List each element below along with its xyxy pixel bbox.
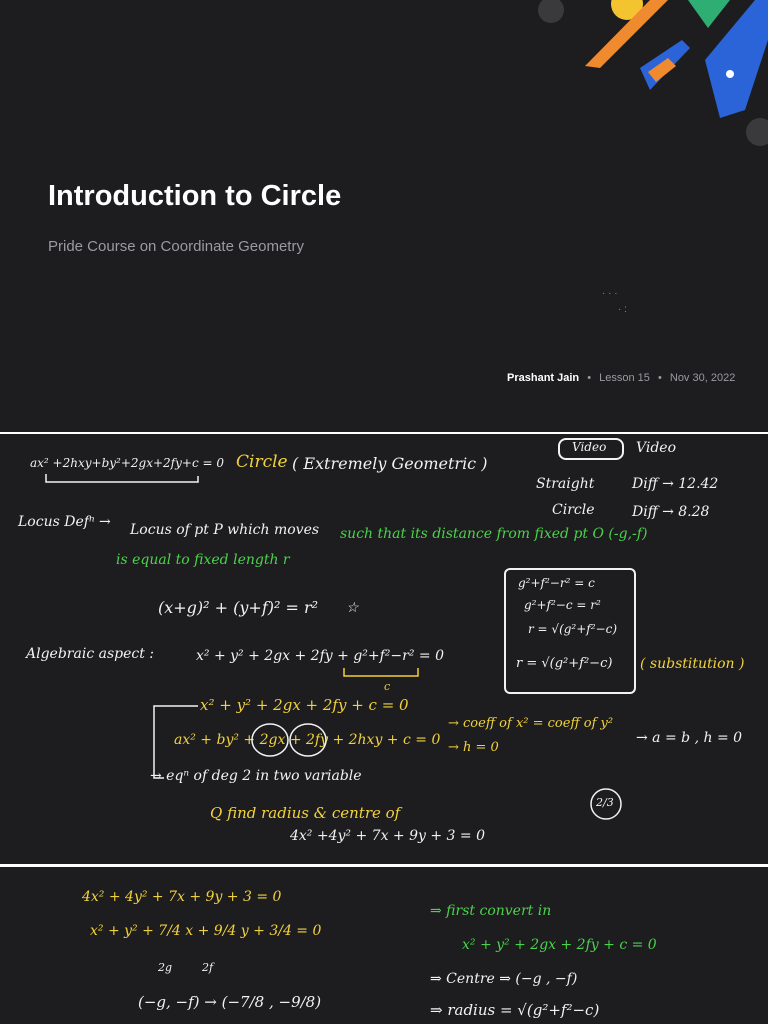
label-2g: 2g [158,961,173,974]
problem-equation: 4x² +4y² + 7x + 9y + 3 = 0 [290,828,485,844]
general-form-equation: ax² + by² + 2gx + 2fy + 2hxy + c = 0 [174,732,441,748]
label-2f: 2f [202,961,214,974]
standard-equation: x² + y² + 2gx + 2fy + c = 0 [200,696,409,714]
first-convert: ⇒ first convert in [430,903,552,919]
locus-text: Locus of pt P which moves [130,522,320,538]
decor-white-dot [726,70,734,78]
algebraic-equation: x² + y² + 2gx + 2fy + g²+f²−r² = 0 [196,648,444,664]
title-slide [0,0,768,432]
video-box-label: Video [572,440,607,454]
row2-label: Circle [552,502,595,518]
circle-note: ( Extremely Geometric ) [292,454,488,473]
find-question: Q find radius & centre of [210,804,401,822]
result-condition: → a = b , h = 0 [636,730,743,746]
c-bracket [342,666,422,680]
decor-grey-circle-1 [538,0,564,23]
general-equation: ax² +2hxy+by²+2gx+2fy+c = 0 [30,456,224,470]
decor-grey-circle-2 [746,118,768,146]
lesson-number: Lesson 15 [599,372,650,384]
coeff-rule-1: → coeff of x² = coeff of y² [448,716,614,731]
decor-dots-2: · : [618,304,627,315]
meta-separator: • [587,372,592,384]
notes-slide-1 [0,434,768,864]
solution-line-1: 4x² + 4y² + 7x + 9y + 3 = 0 [82,889,282,905]
c-mark: c [384,680,391,693]
coeff-rule-2: → h = 0 [448,740,499,755]
box-line: r = √(g²+f²−c) [516,656,613,671]
row1-value: Diff → 12.42 [632,476,719,492]
star-mark: ☆ [346,600,359,616]
underline-bracket [44,472,204,486]
box-line: g²+f²−r² = c [518,576,595,590]
meta-separator: • [657,372,662,384]
circle-equation: (x+g)² + (y+f)² = r² [158,598,319,617]
box-line: r = √(g²+f²−c) [528,622,618,636]
locus-green-2: is equal to fixed length r [116,552,290,568]
video-heading: Video [636,440,677,456]
centre-formula: ⇒ Centre ⇒ (−g , −f) [430,971,578,987]
substitution-note: ( substitution ) [640,656,745,672]
slide-title: Introduction to Circle [48,180,342,212]
lesson-meta [507,372,735,384]
solution-line-2: x² + y² + 7/4 x + 9/4 y + 3/4 = 0 [90,923,322,939]
box-line: g²+f²−c = r² [524,598,601,612]
degree-text: → eqⁿ of deg 2 in two variable [150,768,362,784]
radius-formula: ⇒ radius = √(g²+f²−c) [430,1001,600,1019]
decor-dots: · · · [602,288,618,299]
locus-green-1: such that its distance from fixed pt O (-g,-f) [340,526,648,542]
row1-label: Straight [536,476,595,492]
decor-green-triangle [688,0,730,28]
notes-slide-2 [0,867,768,1024]
centre-result: (−g, −f) → (−7/8 , −9/8) [138,993,322,1011]
row2-value: Diff → 8.28 [632,504,710,520]
standard-form: x² + y² + 2gx + 2fy + c = 0 [462,937,657,953]
slide-subtitle: Pride Course on Coordinate Geometry [48,238,304,255]
circle-label: Circle [236,452,288,472]
term-circles [250,722,330,762]
fraction-value: 2/3 [596,796,614,809]
author-name: Prashant Jain [507,372,580,384]
lesson-date: Nov 30, 2022 [669,372,736,384]
algebraic-label: Algebraic aspect : [26,646,155,662]
locus-label: Locus Defⁿ → [18,514,111,530]
decorative-shapes [0,0,768,432]
